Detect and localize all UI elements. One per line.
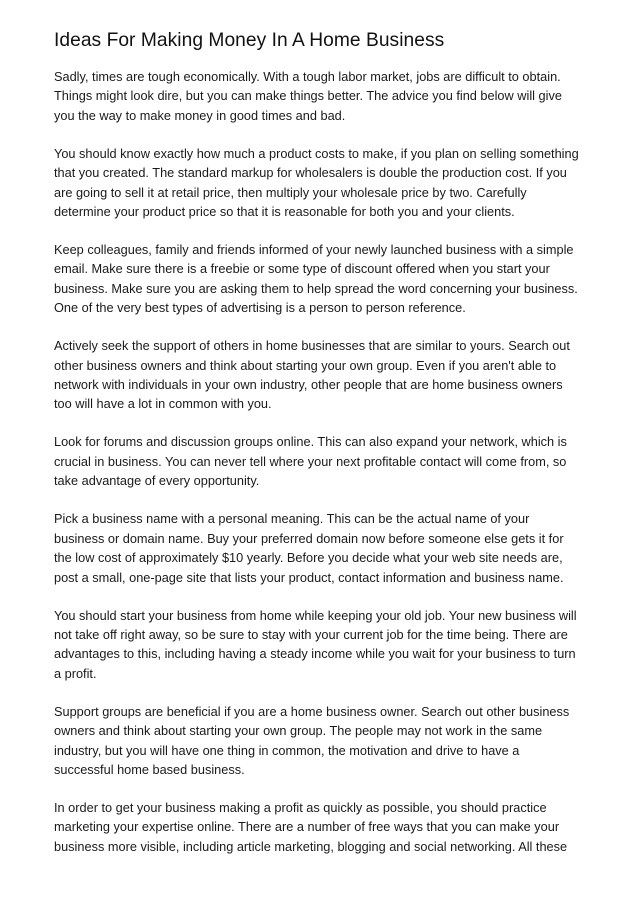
text-line: marketing your expertise online. There are a number of free ways that you can make your (54, 819, 560, 835)
text-line: Look for forums and discussion groups online. This can also expand your network, which is (54, 434, 567, 450)
document-body (54, 67, 594, 875)
document-title: Ideas For Making Money In A Home Business (54, 30, 445, 51)
text-line: You should start your business from home while keeping your old job. Your new business will (54, 607, 577, 623)
text-line: Things might look dire, but you can make things better. The advice you find below will give (54, 88, 562, 104)
text-line: crucial in business. You can never tell where your next profitable contact will come from, so (54, 453, 567, 469)
paragraph-4 (54, 336, 594, 414)
paragraph-9 (54, 798, 594, 856)
text-line: In order to get your business making a profit as quickly as possible, you should practice (54, 799, 547, 815)
text-line: You should know exactly how much a product costs to make, if you plan on selling something (54, 145, 579, 161)
text-line: email. Make sure there is a freebie or some type of discount offered when you start your (54, 261, 550, 277)
text-line: a profit. (54, 665, 97, 681)
paragraph-5 (54, 432, 594, 490)
text-line: Keep colleagues, family and friends informed of your newly launched business with a simple (54, 242, 574, 258)
paragraph-2 (54, 144, 594, 222)
text-line: take advantage of every opportunity. (54, 473, 260, 489)
text-line: Pick a business name with a personal meaning. This can be the actual name of your (54, 511, 530, 527)
text-line: owners and think about starting your own group. The people may not work in the same (54, 723, 543, 739)
paragraph-7 (54, 606, 594, 684)
text-line: network with individuals in your own industry, other people that are home business owners (54, 377, 563, 393)
paragraph-3 (54, 240, 594, 318)
text-line: Actively seek the support of others in home businesses that are similar to yours. Search out (54, 338, 570, 354)
paragraph-6 (54, 509, 594, 587)
text-line: not take off right away, so be sure to stay with your current job for the time being. There are (54, 626, 568, 642)
text-line: other business owners and think about starting your own group. Even if you aren't able to (54, 357, 557, 373)
text-line: business or domain name. Buy your preferred domain now before someone else gets it for (54, 530, 564, 546)
text-line: successful home based business. (54, 761, 245, 777)
text-line: advantages to this, including having a steady income while you wait for your business to turn (54, 646, 576, 662)
text-line: business. Make sure you are asking them to help spread the word concerning your business. (54, 280, 578, 296)
text-line: Support groups are beneficial if you are a home business owner. Search out other business (54, 703, 570, 719)
text-line: determine your product price so that it is reasonable for both you and your clients. (54, 204, 515, 220)
text-line: too will have a lot in common with you. (54, 396, 272, 412)
text-line: industry, but you will have one thing in common, the motivation and drive to have a (54, 742, 520, 758)
text-line: that you created. The standard markup for wholesalers is double the production cost. If you (54, 165, 567, 181)
paragraph-8 (54, 702, 594, 780)
text-line: One of the very best types of advertising is a person to person reference. (54, 300, 466, 316)
text-line: you the way to make money in good times and bad. (54, 107, 346, 123)
paragraph-1 (54, 67, 594, 125)
text-line: the low cost of approximately $10 yearly. Before you decide what your web site needs are, (54, 550, 563, 566)
text-line: are going to sell it at retail price, then multiply your wholesale price by two. Carefully (54, 184, 527, 200)
text-line: business more visible, including article marketing, blogging and social networking. All these (54, 838, 568, 854)
text-line: post a small, one-page site that lists your product, contact information and business name. (54, 569, 564, 585)
text-line: Sadly, times are tough economically. With a tough labor market, jobs are difficult to obtain. (54, 69, 561, 84)
